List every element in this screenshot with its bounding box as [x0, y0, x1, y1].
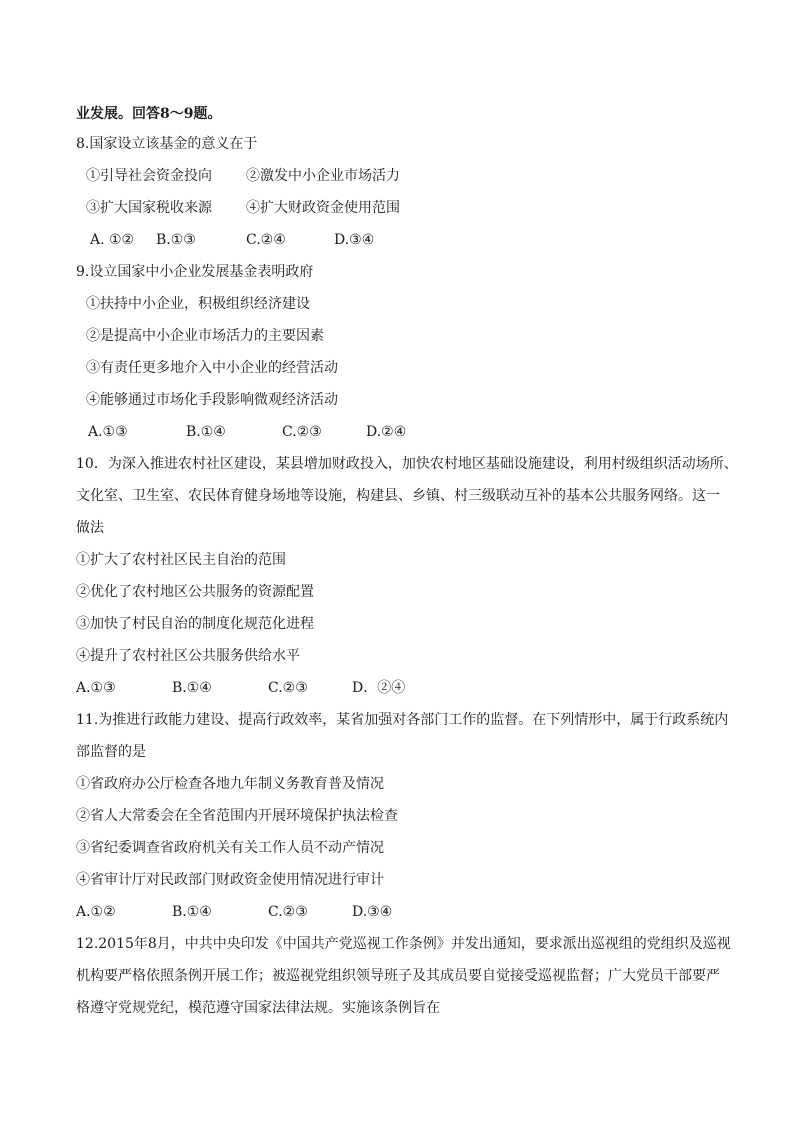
q11-option-a: A.①② [76, 904, 116, 920]
q9-option-b: B.①④ [186, 424, 226, 440]
q12-stem-line-2: 机构要严格依照条例开展工作；被巡视党组织领导班子及其成员要自觉接受巡视监督；广大党员干部要严 [76, 968, 720, 984]
q11-stem-line-1: 11.为推进行政能力建设、提高行政效率，某省加强对各部门工作的监督。在下列情形中，属于行政系统内 [76, 712, 729, 728]
q9-item-1: ①扶持中小企业，积极组织经济建设 [86, 296, 310, 312]
q10-option-d: D．②④ [352, 680, 406, 696]
q11-option-c: C.②③ [268, 904, 308, 920]
q10-item-2: ②优化了农村地区公共服务的资源配置 [76, 584, 314, 600]
q8-option-b: B.①③ [156, 232, 196, 248]
q8-option-a: A. ①② [90, 232, 135, 248]
q8-stem: 8.国家设立该基金的意义在于 [76, 136, 258, 152]
q10-stem-line-3: 做法 [76, 520, 104, 536]
q9-item-3: ③有责任更多地介入中小企业的经营活动 [86, 360, 338, 376]
q8-option-c: C.②④ [246, 232, 286, 248]
q12-stem-line-1: 12.2015年8月，中共中央印发《中国共产党巡视工作条例》并发出通知，要求派出巡视组的党组织及巡视 [76, 936, 731, 952]
q8-item-4: ④扩大财政资金使用范围 [246, 200, 400, 216]
q10-option-c: C.②③ [268, 680, 308, 696]
q11-item-1: ①省政府办公厅检查各地九年制义务教育普及情况 [76, 776, 384, 792]
q9-option-a: A.①③ [88, 424, 128, 440]
q12-stem-line-3: 格遵守党规党纪，模范遵守国家法律法规。实施该条例旨在 [76, 1000, 440, 1016]
q8-item-1: ①引导社会资金投向 [86, 168, 212, 184]
q10-option-a: A.①③ [76, 680, 116, 696]
intro-tail-text: 业发展。回答8～9题。 [76, 106, 222, 122]
q10-item-1: ①扩大了农村社区民主自治的范围 [76, 552, 286, 568]
q9-stem: 9.设立国家中小企业发展基金表明政府 [76, 264, 314, 280]
q11-item-3: ③省纪委调查省政府机关有关工作人员不动产情况 [76, 840, 384, 856]
q9-item-2: ②是提高中小企业市场活力的主要因素 [86, 328, 324, 344]
q9-option-c: C.②③ [282, 424, 322, 440]
q11-item-4: ④省审计厅对民政部门财政资金使用情况进行审计 [76, 872, 384, 888]
q8-item-3: ③扩大国家税收来源 [86, 200, 212, 216]
q10-item-4: ④提升了农村社区公共服务供给水平 [76, 648, 300, 664]
q8-item-2: ②激发中小企业市场活力 [246, 168, 400, 184]
q11-option-b: B.①④ [172, 904, 212, 920]
q9-item-4: ④能够通过市场化手段影响微观经济活动 [86, 392, 338, 408]
q10-stem-line-1: 10．为深入推进农村社区建设，某县增加财政投入，加快农村地区基础设施建设，利用村级组织活动场所、 [76, 456, 738, 472]
q10-item-3: ③加快了村民自治的制度化规范化进程 [76, 616, 314, 632]
q8-option-d: D.③④ [334, 232, 375, 248]
q9-option-d: D.②④ [366, 424, 407, 440]
q10-option-b: B.①④ [172, 680, 212, 696]
q11-stem-line-2: 部监督的是 [76, 744, 146, 760]
q10-stem-line-2: 文化室、卫生室、农民体育健身场地等设施，构建县、乡镇、村三级联动互补的基本公共服务网络。这一 [76, 488, 720, 504]
q11-item-2: ②省人大常委会在全省范围内开展环境保护执法检查 [76, 808, 398, 824]
q11-option-d: D.③④ [352, 904, 393, 920]
